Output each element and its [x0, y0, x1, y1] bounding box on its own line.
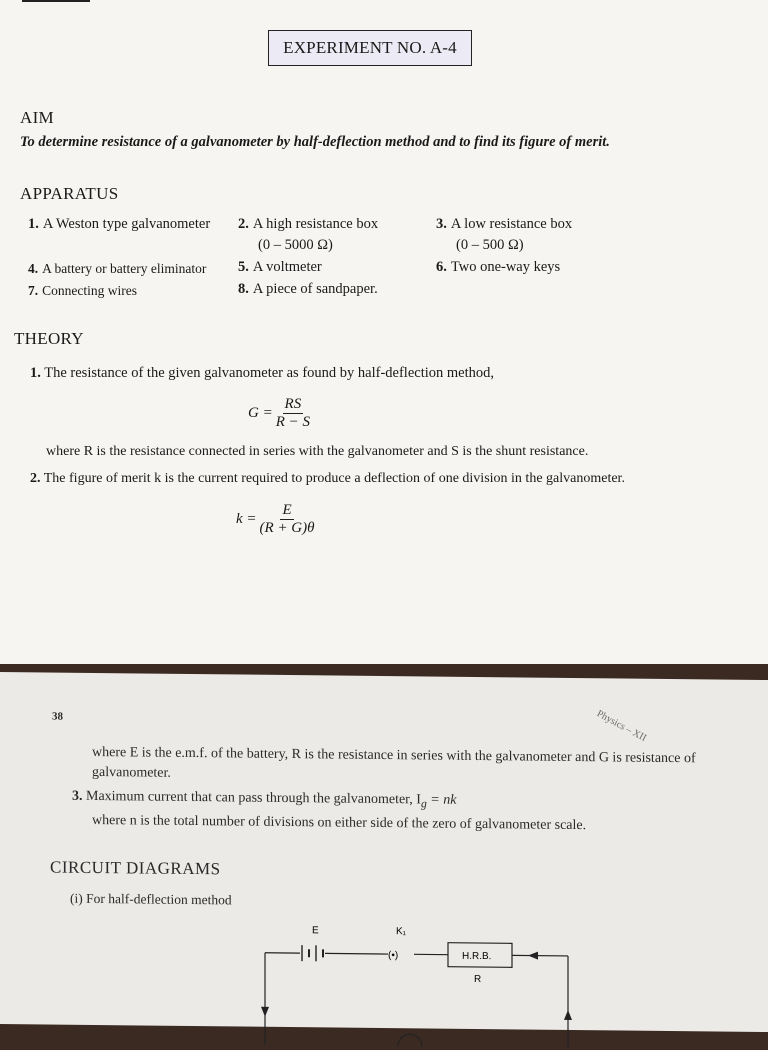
- aim-heading: AIM: [20, 108, 54, 128]
- where-emf-line: where E is the e.m.f. of the battery, R is the resistance in series with the galvanometer and G is resistance of: [92, 745, 702, 767]
- galvanometer-icon: [398, 1034, 422, 1050]
- apparatus-item-7: 7. Connecting wires: [28, 280, 137, 301]
- battery-icon: [302, 945, 323, 961]
- theory-where-1: where R is the resistance connected in series with the galvanometer and S is the shunt resistance.: [46, 444, 588, 460]
- apparatus-item-8: 8. A piece of sandpaper.: [238, 279, 378, 300]
- apparatus-item-1: 1. A Weston type galvanometer: [28, 214, 210, 235]
- formula-galvanometer-resistance: G = $\frac{RS}{R - S}$: [248, 396, 310, 431]
- margin-note: Physics – XII: [595, 708, 648, 744]
- apparatus-item-2: 2. A high resistance box (0 – 5000 Ω): [238, 214, 378, 256]
- apparatus-item-4: 4. A battery or battery eliminator: [28, 258, 206, 279]
- experiment-title: EXPERIMENT NO. A-4: [268, 30, 472, 66]
- key-icon: (•): [388, 950, 398, 961]
- circuit-diagram: [0, 902, 768, 1050]
- formula-figure-of-merit: k = $\frac{E}{(R + G)\theta}$: [236, 502, 315, 537]
- hrb-label: H.R.B.: [462, 951, 491, 962]
- theory-item-1: 1. The resistance of the given galvanometer as found by half-deflection method,: [30, 365, 494, 382]
- arrow-up-icon: [564, 1010, 572, 1020]
- arrow-left-icon: [528, 952, 538, 960]
- where-n-line: where n is the total number of divisions on either side of the zero of galvanometer scale.: [92, 813, 586, 834]
- where-emf-line-2: galvanometer.: [92, 765, 171, 782]
- apparatus-item-6: 6. Two one-way keys: [436, 257, 560, 278]
- apparatus-item-5: 5. A voltmeter: [238, 257, 322, 278]
- page-number: 38: [52, 711, 63, 723]
- top-rule: [22, 0, 90, 2]
- hrb-r-label: R: [474, 974, 481, 985]
- battery-label: E: [312, 925, 319, 936]
- circuit-heading: CIRCUIT DIAGRAMS: [50, 858, 221, 880]
- theory-heading: THEORY: [14, 329, 84, 349]
- key-label: K₁: [396, 926, 407, 937]
- page-lower: [0, 672, 768, 1032]
- apparatus-heading: APPARATUS: [20, 184, 118, 204]
- theory-item-2: 2. The figure of merit k is the current required to produce a deflection of one division in the galvanometer.: [30, 471, 625, 487]
- circuit-subheading: (i) For half-deflection method: [70, 891, 232, 909]
- aim-text: To determine resistance of a galvanometer by half-deflection method and to find its figure of merit.: [20, 134, 610, 151]
- theory-item-3: 3. Maximum current that can pass through the galvanometer, $I_g$ = nk: [72, 789, 456, 811]
- apparatus-item-3: 3. A low resistance box (0 – 500 Ω): [436, 214, 572, 256]
- arrow-down-icon: [261, 1007, 269, 1017]
